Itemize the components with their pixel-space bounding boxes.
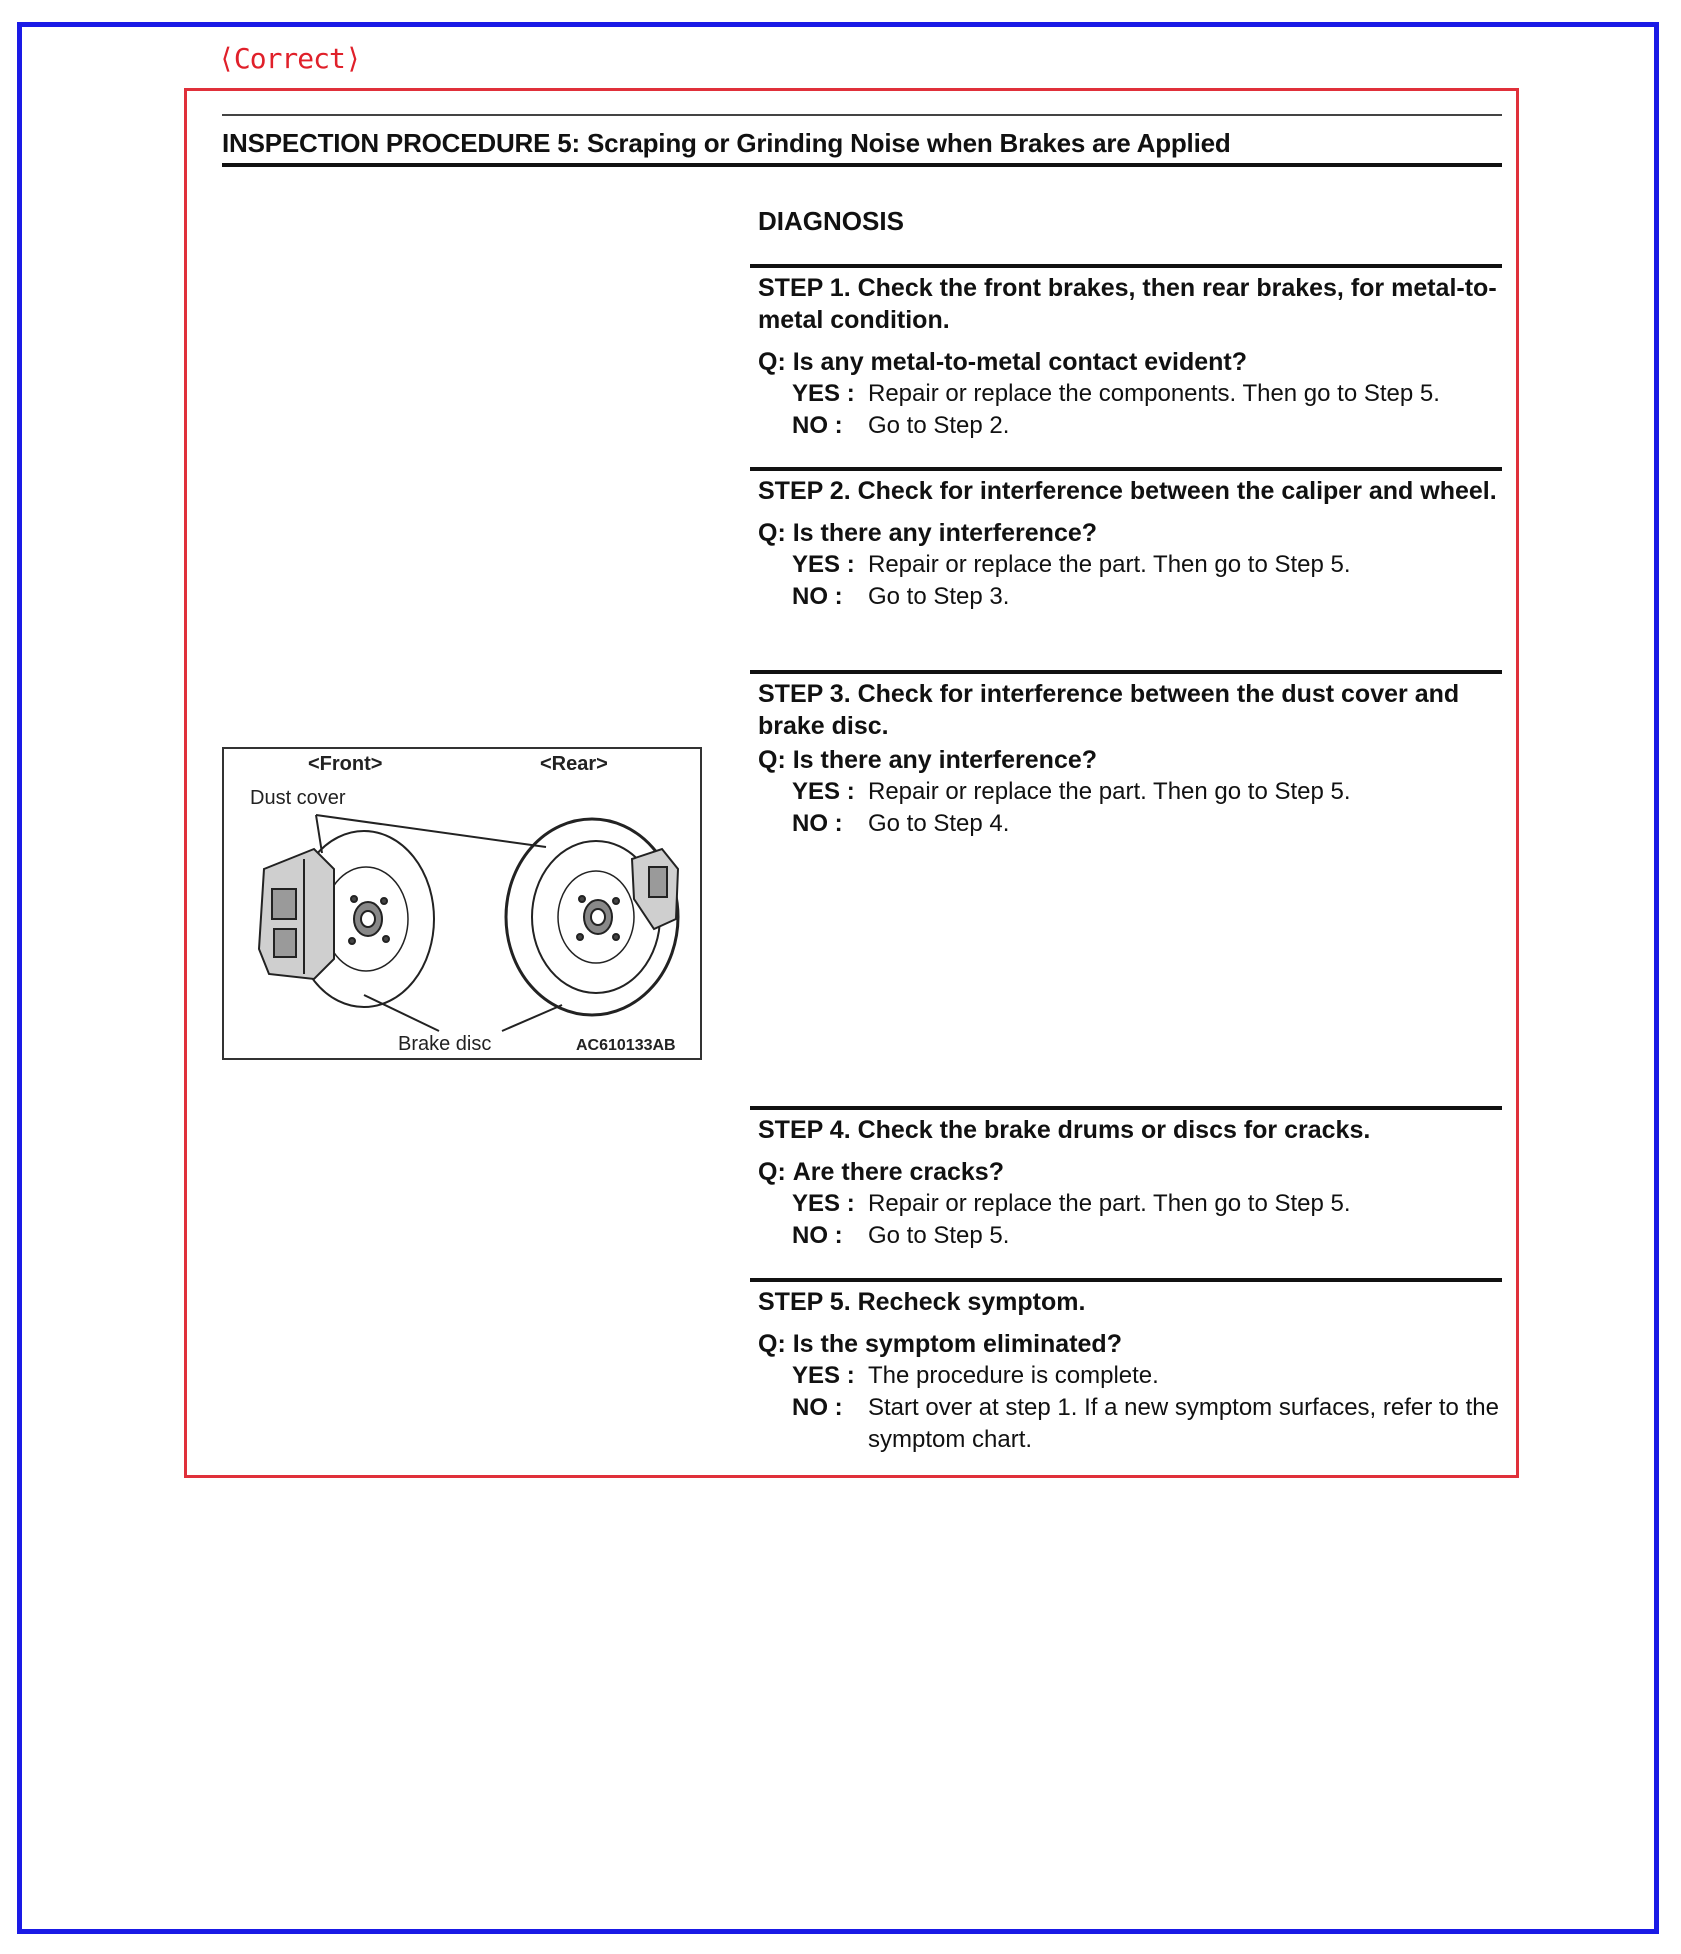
step-4 [750, 1106, 1502, 1252]
step-title: STEP 3. Check for interference between the dust cover and brake disc. [758, 680, 1460, 740]
yes-label: YES : [792, 1190, 855, 1217]
step-3 [750, 670, 1502, 840]
answer-no [792, 1220, 1502, 1252]
brake-caliper-icon [259, 849, 334, 979]
brake-caliper-icon [632, 849, 678, 929]
no-label: NO : [792, 583, 843, 610]
question-label: Q: [758, 1330, 786, 1358]
leader-lines [316, 815, 562, 1031]
answer-no [792, 410, 1502, 442]
question-label: Q: [758, 348, 786, 376]
diagnosis-heading: DIAGNOSIS [758, 206, 904, 236]
question-label: Q: [758, 746, 786, 774]
answer-yes [792, 378, 1502, 410]
answer-no [792, 581, 1502, 613]
brake-diagram [222, 747, 702, 1060]
no-text: Go to Step 5. [868, 1222, 1010, 1249]
yes-label: YES : [792, 778, 855, 805]
correct-tag: ⟨Correct⟩ [218, 42, 361, 75]
step-title: STEP 5. Recheck symptom. [758, 1288, 1086, 1316]
step-question [758, 1328, 1502, 1360]
question-text: Is there any interference? [792, 519, 1098, 547]
yes-label: YES : [792, 1362, 855, 1389]
figure-code: AC610133AB [576, 1037, 676, 1054]
no-label: NO : [792, 1222, 843, 1249]
yes-text: Repair or replace the components. Then go to Step 5. [868, 380, 1440, 407]
answer-no [792, 1392, 1502, 1456]
rear-label: <Rear> [540, 753, 608, 775]
no-label: NO : [792, 412, 843, 439]
step-2 [750, 467, 1502, 613]
step-question [758, 517, 1502, 549]
step-title: STEP 4. Check the brake drums or discs for cracks. [758, 1116, 1371, 1144]
answer-yes [792, 1188, 1502, 1220]
procedure-title: INSPECTION PROCEDURE 5: Scraping or Grinding Noise when Brakes are Applied [222, 128, 1231, 158]
step-question [758, 744, 1502, 776]
question-text: Is any metal-to-metal contact evident? [792, 348, 1248, 376]
step-title: STEP 2. Check for interference between the caliper and wheel. [758, 477, 1497, 505]
yes-label: YES : [792, 380, 855, 407]
yes-label: YES : [792, 551, 855, 578]
no-label: NO : [792, 810, 843, 837]
dust-cover-label: Dust cover [250, 787, 346, 809]
top-divider [222, 114, 1502, 116]
step-title: STEP 1. Check the front brakes, then rear brakes, for metal-to-metal condition. [758, 274, 1497, 334]
yes-text: Repair or replace the part. Then go to Step 5. [868, 551, 1351, 578]
question-label: Q: [758, 1158, 786, 1186]
yes-text: The procedure is complete. [868, 1362, 1159, 1389]
answer-yes [792, 776, 1502, 808]
yes-text: Repair or replace the part. Then go to Step 5. [868, 778, 1351, 805]
no-text: Start over at step 1. If a new symptom surfaces, refer to the symptom chart. [868, 1394, 1499, 1453]
question-text: Are there cracks? [792, 1158, 1004, 1186]
question-text: Is the symptom eliminated? [792, 1330, 1122, 1358]
brake-disc-label: Brake disc [398, 1033, 492, 1055]
no-text: Go to Step 3. [868, 583, 1010, 610]
no-text: Go to Step 2. [868, 412, 1010, 439]
no-text: Go to Step 4. [868, 810, 1010, 837]
answer-yes [792, 1360, 1502, 1392]
step-5 [750, 1278, 1502, 1456]
question-label: Q: [758, 519, 786, 547]
yes-text: Repair or replace the part. Then go to Step 5. [868, 1190, 1351, 1217]
question-text: Is there any interference? [792, 746, 1098, 774]
title-divider [222, 163, 1502, 167]
step-question [758, 1156, 1502, 1188]
answer-no [792, 808, 1502, 840]
step-question [758, 346, 1502, 378]
no-label: NO : [792, 1394, 843, 1421]
step-1 [750, 264, 1502, 442]
answer-yes [792, 549, 1502, 581]
front-label: <Front> [308, 753, 383, 775]
